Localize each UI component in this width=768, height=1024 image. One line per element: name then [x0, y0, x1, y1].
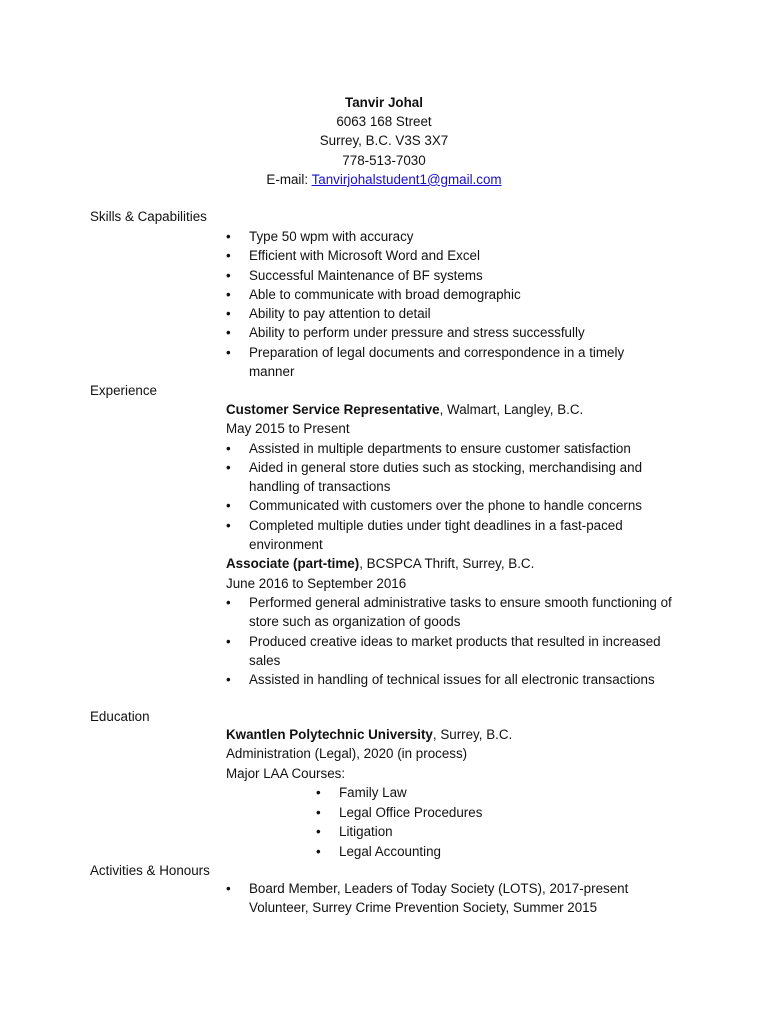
courses-section	[316, 783, 616, 861]
activities-list	[226, 879, 686, 918]
education-section	[226, 725, 686, 783]
city-postal: Surrey, B.C. V3S 3X7	[319, 133, 449, 149]
job-employer: , Walmart, Langley, B.C.	[439, 402, 584, 417]
job-duties-list	[226, 593, 686, 689]
job-title-line	[226, 554, 686, 573]
duty-item: • Assisted in handling of technical issues for all electronic transactions	[226, 670, 686, 689]
job-title: Associate (part-time)	[226, 556, 360, 572]
email-link[interactable]: Tanvirjohalstudent1@gmail.com	[311, 171, 502, 187]
school-name: Kwantlen Polytechnic University	[226, 727, 433, 742]
street-address: 6063 168 Street	[336, 114, 432, 130]
skills-list	[226, 227, 686, 381]
skill-item: • Ability to perform under pressure and stress successfully	[226, 323, 686, 342]
courses-list	[316, 783, 616, 861]
activity-line: Volunteer, Surrey Crime Prevention Society, Summer 2015	[249, 900, 598, 916]
school-location: , Surrey, B.C.	[432, 727, 513, 742]
activities-heading: Activities & Honours	[90, 863, 210, 878]
phone-number: 778-513-7030	[342, 152, 426, 168]
activities-section	[226, 879, 686, 918]
job-dates: June 2016 to September 2016	[226, 575, 407, 591]
course-item: • Legal Accounting	[316, 842, 616, 862]
activity-item	[226, 879, 686, 918]
skill-item: • Ability to pay attention to detail	[226, 304, 686, 323]
duty-item: • Performed general administrative tasks to ensure smooth functioning of store such as organization of goods	[226, 593, 689, 632]
job-title: Customer Service Representative	[226, 402, 440, 417]
skill-item: • Preparation of legal documents and correspondence in a timely manner	[226, 343, 649, 382]
contact-header	[0, 93, 768, 189]
experience-heading: Experience	[90, 383, 157, 398]
skills-heading: Skills & Capabilities	[90, 209, 207, 224]
skill-item: • Efficient with Microsoft Word and Excel	[226, 246, 686, 265]
school-line	[226, 725, 686, 744]
applicant-name: Tanvir Johal	[345, 95, 423, 110]
job-title-line	[226, 400, 686, 419]
course-item: • Legal Office Procedures	[316, 803, 616, 823]
course-item: • Family Law	[316, 783, 616, 803]
course-item: • Litigation	[316, 822, 616, 842]
job-employer: , BCSPCA Thrift, Surrey, B.C.	[359, 556, 535, 572]
job-duties-list	[226, 439, 686, 555]
skill-item: • Type 50 wpm with accuracy	[226, 227, 686, 246]
duty-item: • Communicated with customers over the phone to handle concerns	[226, 496, 686, 515]
duty-item: • Completed multiple duties under tight deadlines in a fast-paced environment	[226, 516, 649, 555]
email-line	[0, 170, 768, 189]
education-heading: Education	[90, 709, 150, 724]
skills-section	[226, 227, 686, 381]
duty-item: • Produced creative ideas to market products that resulted in increased sales	[226, 632, 689, 671]
job-dates: May 2015 to Present	[226, 421, 350, 437]
duty-item: • Aided in general store duties such as stocking, merchandising and handling of transactions	[226, 458, 664, 497]
courses-label: Major LAA Courses:	[226, 765, 346, 781]
experience-section	[226, 400, 686, 689]
program-name: Administration (Legal), 2020 (in process)	[226, 746, 468, 762]
email-label: E-mail:	[266, 171, 309, 187]
activity-line: • Board Member, Leaders of Today Society (LOTS), 2017-present	[249, 881, 629, 896]
duty-item: • Assisted in multiple departments to ensure customer satisfaction	[226, 439, 686, 458]
skill-item: • Able to communicate with broad demographic	[226, 285, 686, 304]
skill-item: • Successful Maintenance of BF systems	[226, 266, 686, 285]
